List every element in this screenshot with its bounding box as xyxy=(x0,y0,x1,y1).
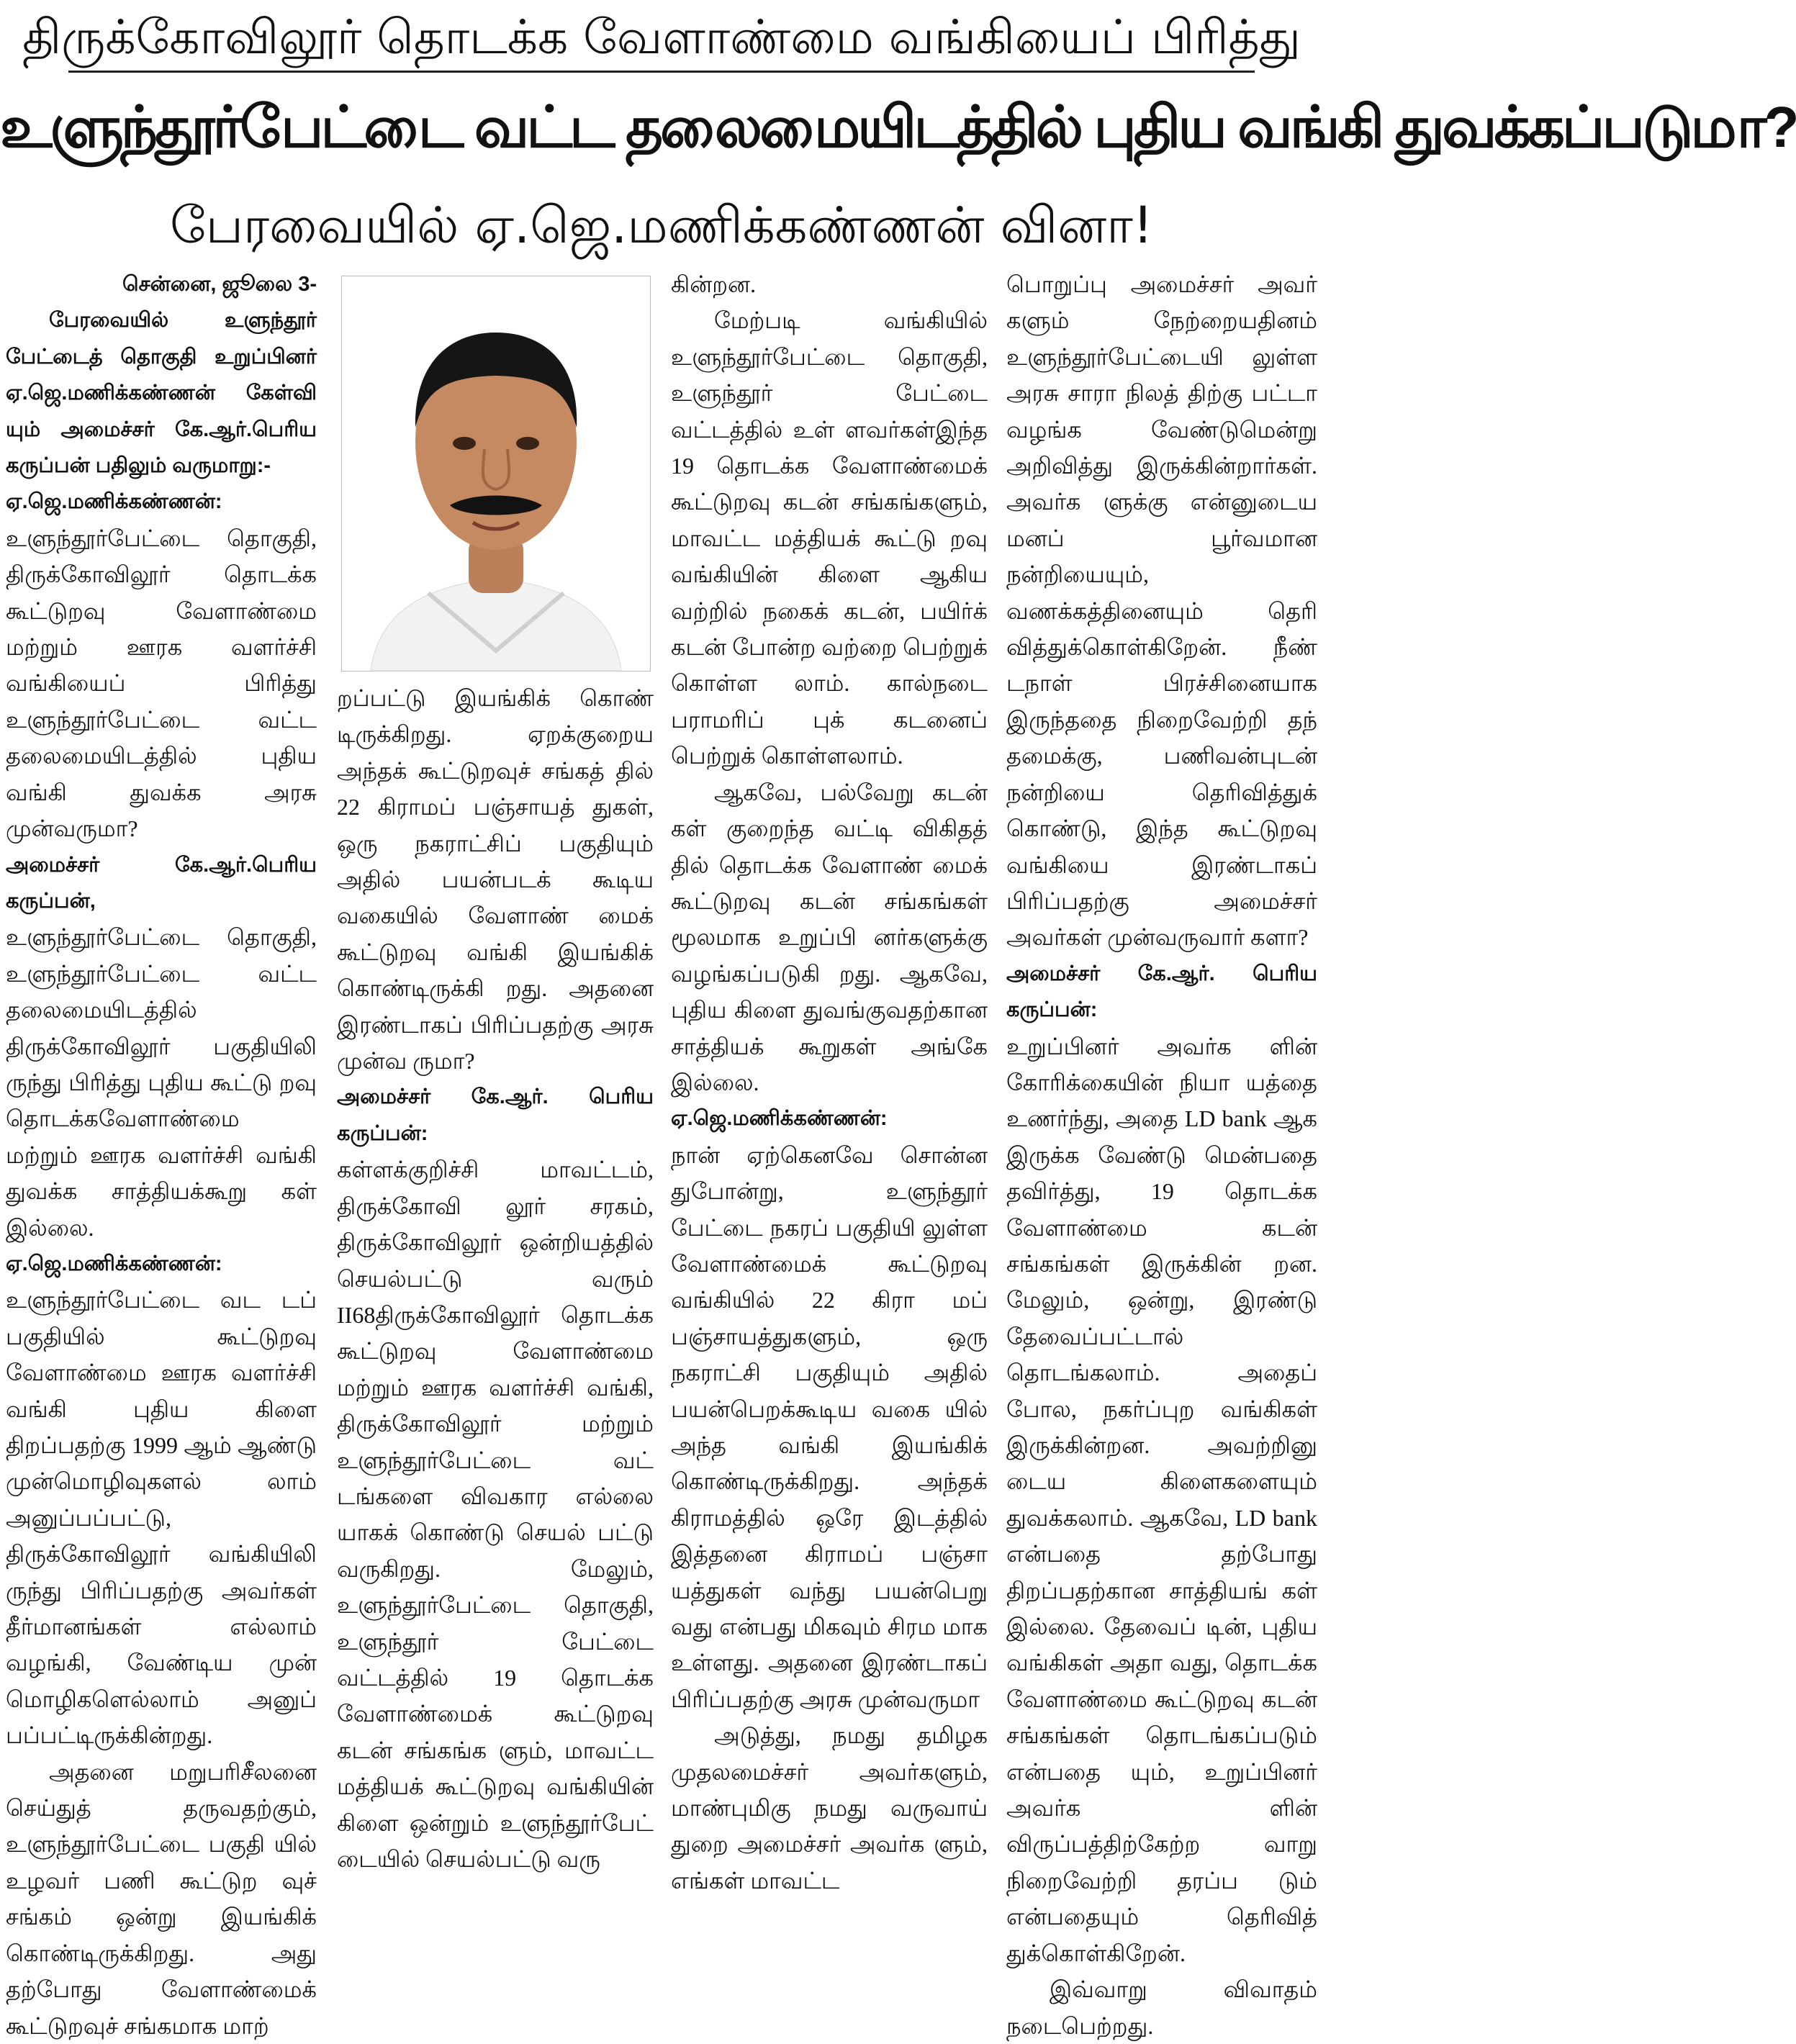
answer-continuation: கின்றன. xyxy=(671,271,757,297)
speaker-manikannan: ஏ.ஜெ.மணிக்கண்ணன்: xyxy=(6,490,222,514)
intro-paragraph: பேரவையில் உளுந்தூர் பேட்டைத் தொகுதி உறுப்பினர் ஏ.ஜெ.மணிக்கண்ணன் கேள்வி யும் அமைச்சர் கே.ஆர்.பெரிய கருப்பன் பதிலும் வருமாறு:- xyxy=(6,309,317,478)
dateline: சென்னை, ஜூலை 3- xyxy=(122,273,317,296)
speaker-minister-2: அமைச்சர் கே.ஆர். பெரிய கருப்பன்: xyxy=(337,1085,654,1145)
question-paragraph-5: அடுத்து, நமது தமிழக முதலமைச்சர் அவர்களும், மாண்புமிகு நமது வருவாய் துறை அமைச்சர் அவர்க ளும், எங்கள் மாவட்ட xyxy=(671,1722,988,1894)
question-paragraph-1: உளுந்தூர்பேட்டை தொகுதி, திருக்கோவிலூர் தொடக்க கூட்டுறவு வேளாண்மை மற்றும் ஊரக வளர்ச்சி வங்கியைப் பிரித்து உளுந்தூர்பேட்டை வட்ட தலைமையிடத்தில் புதிய வங்கி துவக்க அரசு முன்வருமா? xyxy=(6,525,317,842)
column-2 xyxy=(337,680,654,1877)
question-paragraph-2: உளுந்தூர்பேட்டை வட டப் பகுதியில் கூட்டுறவு வேளாண்மை ஊரக வளர்ச்சி வங்கி புதிய கிளை திறப்பதற்கு 1999 ஆம் ஆண்டு முன்மொழிவுகளல் லாம் அனுப்பப்பட்டு, திருக்கோவிலூர் வங்கியிலி ருந்து பிரிப்பதற்கு அவர்கள் தீர்மானங்கள் எல்லாம் வழங்கி, வேண்டிய முன் மொழிகளெல்லாம் அனுப் பப்பட்டிருக்கின்றது. xyxy=(6,1287,317,1749)
header-rule xyxy=(68,71,1255,73)
portrait-photo xyxy=(341,276,651,671)
headline: உளுந்தூர்பேட்டை வட்ட தலைமையிடத்தில் புதிய வங்கி துவக்கப்படுமா? xyxy=(0,95,1796,159)
column-1 xyxy=(6,266,317,2044)
subheadline: பேரவையில் ஏ.ஜெ.மணிக்கண்ணன் வினா! xyxy=(170,196,1153,255)
speaker-minister-3: அமைச்சர் கே.ஆர். பெரிய கருப்பன்: xyxy=(1006,962,1317,1022)
answer-paragraph-1: உளுந்தூர்பேட்டை தொகுதி, உளுந்தூர்பேட்டை வட்ட தலைமையிடத்தில் திருக்கோவிலூர் பகுதியிலி ருந்து பிரித்து புதிய கூட்டு றவு தொடக்கவேளாண்மை மற்றும் ஊரக வளர்ச்சி வங்கி துவக்க சாத்தியக்கூறு கள் இல்லை. xyxy=(6,924,317,1241)
column-4 xyxy=(1006,266,1317,2044)
closing-paragraph: இவ்வாறு விவாதம் நடைபெற்றது. xyxy=(1006,1976,1317,2039)
question-paragraph-6: பொறுப்பு அமைச்சர் அவர் களும் நேற்றையதினம் உளுந்தூர்பேட்டையி லுள்ள அரசு சாரா நிலத் திற்கு பட்டா வழங்க வேண்டுமென்று அறிவித்து இருக்கின்றார்கள். அவர்க ளுக்கு என்னுடைய மனப் பூர்வமான நன்றியையும், வணக்கத்தினையும் தெரி வித்துக்கொள்கிறேன். நீண் டநாள் பிரச்சினையாக இருந்ததை நிறைவேற்றி தந் தமைக்கு, பணிவன்புடன் நன்றியை தெரிவித்துக் கொண்டு, இந்த கூட்டுறவு வங்கியை இரண்டாகப் பிரிப்பதற்கு அமைச்சர் அவர்கள் முன்வருவார் களா? xyxy=(1006,271,1317,951)
question-continuation: றப்பட்டு இயங்கிக் கொண் டிருக்கிறது. ஏறக்குறைய அந்தக் கூட்டுறவுச் சங்கத் தில் 22 கிராமப் பஞ்சாயத் துகள், ஒரு நகராட்சிப் பகுதியும் அதில் பயன்படக் கூடிய வகையில் வேளாண் மைக் கூட்டுறவு வங்கி இயங்கிக் கொண்டிருக்கி றது. அதனை இரண்டாகப் பிரிப்பதற்கு அரசு முன்வ ருமா? xyxy=(337,685,654,1075)
answer-paragraph-2: கள்ளக்குறிச்சி மாவட்டம், திருக்கோவி லூர் சரகம், திருக்கோவிலூர் ஒன்றியத்தில் செயல்பட்டு வரும் II68திருக்கோவிலூர் தொடக்க கூட்டுறவு வேளாண்மை மற்றும் ஊரக வளர்ச்சி வங்கி, திருக்கோவிலூர் மற்றும் உளுந்தூர்பேட்டை வட் டங்களை விவகார எல்லை யாகக் கொண்டு செயல் பட்டு வருகிறது. மேலும், உளுந்தூர்பேட்டை தொகுதி, உளுந்தூர் பேட்டை வட்டத்தில் 19 தொடக்க வேளாண்மைக் கூட்டுறவு கடன் சங்கங்க ளும், மாவட்ட மத்தியக் கூட்டுறவு வங்கியின் கிளை ஒன்றும் உளுந்தூர்பேட் டையில் செயல்பட்டு வரு xyxy=(337,1157,654,1872)
column-3 xyxy=(671,266,988,1899)
speaker-manikannan-3: ஏ.ஜெ.மணிக்கண்ணன்: xyxy=(671,1107,888,1131)
answer-paragraph-3: மேற்படி வங்கியில் உளுந்தூர்பேட்டை தொகுதி, உளுந்தூர் பேட்டை வட்டத்தில் உள் ளவர்கள்இந்த 19 தொடக்க வேளாண்மைக் கூட்டுறவு கடன் சங்கங்களும், மாவட்ட மத்தியக் கூட்டு றவு வங்கியின் கிளை ஆகிய வற்றில் நகைக் கடன், பயிர்க் கடன் போன்ற வற்றை பெற்றுக் கொள்ள லாம். கால்நடை பராமரிப் புக் கடனைப் பெற்றுக் கொள்ளலாம். xyxy=(671,307,988,769)
speaker-manikannan-2: ஏ.ஜெ.மணிக்கண்ணன்: xyxy=(6,1252,222,1275)
kicker-line: திருக்கோவிலூர் தொடக்க வேளாண்மை வங்கியைப் பிரித்து xyxy=(22,9,1301,65)
portrait-icon xyxy=(342,276,650,671)
speaker-minister: அமைச்சர் கே.ஆர்.பெரிய கருப்பன், xyxy=(6,853,317,913)
question-paragraph-3: அதனை மறுபரிசீலனை செய்துத் தருவதற்கும், உளுந்தூர்பேட்டை பகுதி யில் உழவர் பணி கூட்டுற வுச் சங்கம் ஒன்று இயங்கிக் கொண்டிருக்கிறது. அது தற்போது வேளாண்மைக் கூட்டுறவுச் சங்கமாக மாற் xyxy=(6,1758,317,2039)
answer-paragraph-5: உறுப்பினர் அவர்க ளின் கோரிக்கையின் நியா யத்தை உணர்ந்து, அதை LD bank ஆக இருக்க வேண்டு மென்பதை தவிர்த்து, 19 தொடக்க வேளாண்மை கடன் சங்கங்கள் இருக்கின் றன. மேலும், ஒன்று, இரண்டு தேவைப்பட்டால் தொடங்கலாம். அதைப் போல, நகர்ப்புற வங்கிகள் இருக்கின்றன. அவற்றினு டைய கிளைகளையும் துவக்கலாம். ஆகவே, LD bank என்பதை தற்போது திறப்பதற்கான சாத்தியங் கள் இல்லை. தேவைப் டின், புதிய வங்கிகள் அதா வது, தொடக்க வேளாண்மை கூட்டுறவு கடன் சங்கங்கள் தொடங்கப்படும் என்பதை யும், உறுப்பினர் அவர்க ளின் விருப்பத்திற்கேற்ற வாறு நிறைவேற்றி தரப்ப டும் என்பதையும் தெரிவித் துக்கொள்கிறேன். xyxy=(1006,1033,1317,1966)
answer-paragraph-4: ஆகவே, பல்வேறு கடன் கள் குறைந்த வட்டி விகிதத் தில் தொடக்க வேளாண் மைக் கூட்டுறவு கடன் சங்கங்கள் மூலமாக உறுப்பி னர்களுக்கு வழங்கப்படுகி றது. ஆகவே, புதிய கிளை துவங்குவதற்கான சாத்தியக் கூறுகள் அங்கே இல்லை. xyxy=(671,779,988,1095)
question-paragraph-4: நான் ஏற்கெனவே சொன்ன துபோன்று, உளுந்தூர் பேட்டை நகரப் பகுதியி லுள்ள வேளாண்மைக் கூட்டுறவு வங்கியில் 22 கிரா மப் பஞ்சாயத்துகளும், ஒரு நகராட்சி பகுதியும் அதில் பயன்பெறக்கூடிய வகை யில் அந்த வங்கி இயங்கிக் கொண்டிருக்கிறது. அந்தக் கிராமத்தில் ஒரே இடத்தில் இத்தனை கிராமப் பஞ்சா யத்துகள் வந்து பயன்பெறு வது என்பது மிகவும் சிரம மாக உள்ளது. அதனை இரண்டாகப் பிரிப்பதற்கு அரசு முன்வருமா xyxy=(671,1141,988,1712)
